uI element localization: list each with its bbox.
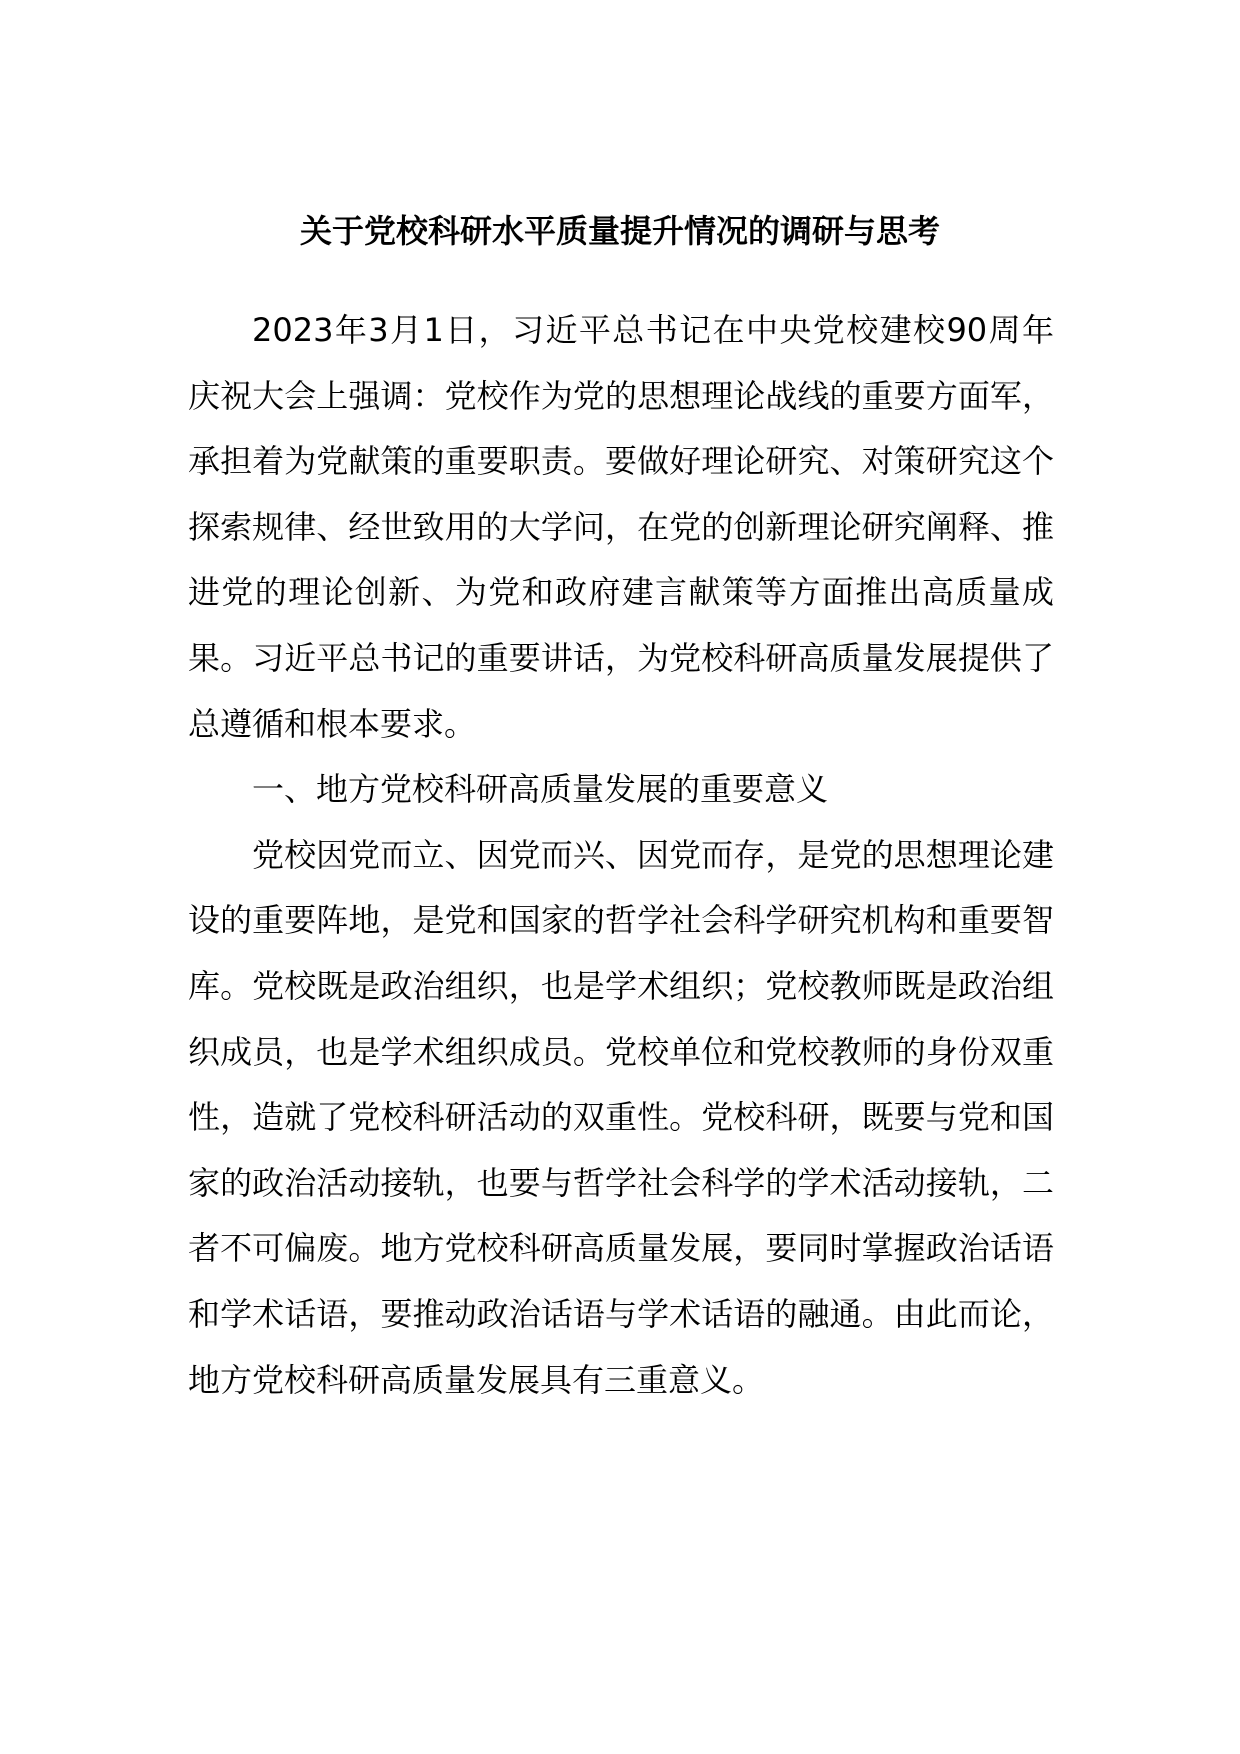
paragraph-section-1: 党校因党而立、因党而兴、因党而存，是党的思想理论建设的重要阵地，是党和国家的哲学社会科学研究机构和重要智库。党校既是政治组织，也是学术组织；党校教师既是政治组织成员，也是学术组织成员。党校单位和党校教师的身份双重性，造就了党校科研活动的双重性。党校科研，既要与党和国家的政治活动接轨，也要与哲学社会科学的学术活动接轨，二者不可偏废。地方党校科研高质量发展，要同时掌握政治话语和学术话语，要推动政治话语与学术话语的融通。由此而论，地方党校科研高质量发展具有三重意义。 (188, 835, 1054, 1399)
document-title: 关于党校科研水平质量提升情况的调研与思考 (299, 212, 940, 250)
section-heading-1: 一、地方党校科研高质量发展的重要意义 (252, 770, 829, 809)
document-body (188, 298, 1054, 1413)
paragraph-intro: 2023年3月1日，习近平总书记在中央党校建校90周年庆祝大会上强调：党校作为党的思想理论战线的重要方面军，承担着为党献策的重要职责。要做好理论研究、对策研究这个探索规律、经世致用的大学问，在党的创新理论研究阐释、推进党的理论创新、为党和政府建言献策等方面推出高质量成果。习近平总书记的重要讲话，为党校科研高质量发展提供了总遵循和根本要求。 (188, 311, 1054, 743)
